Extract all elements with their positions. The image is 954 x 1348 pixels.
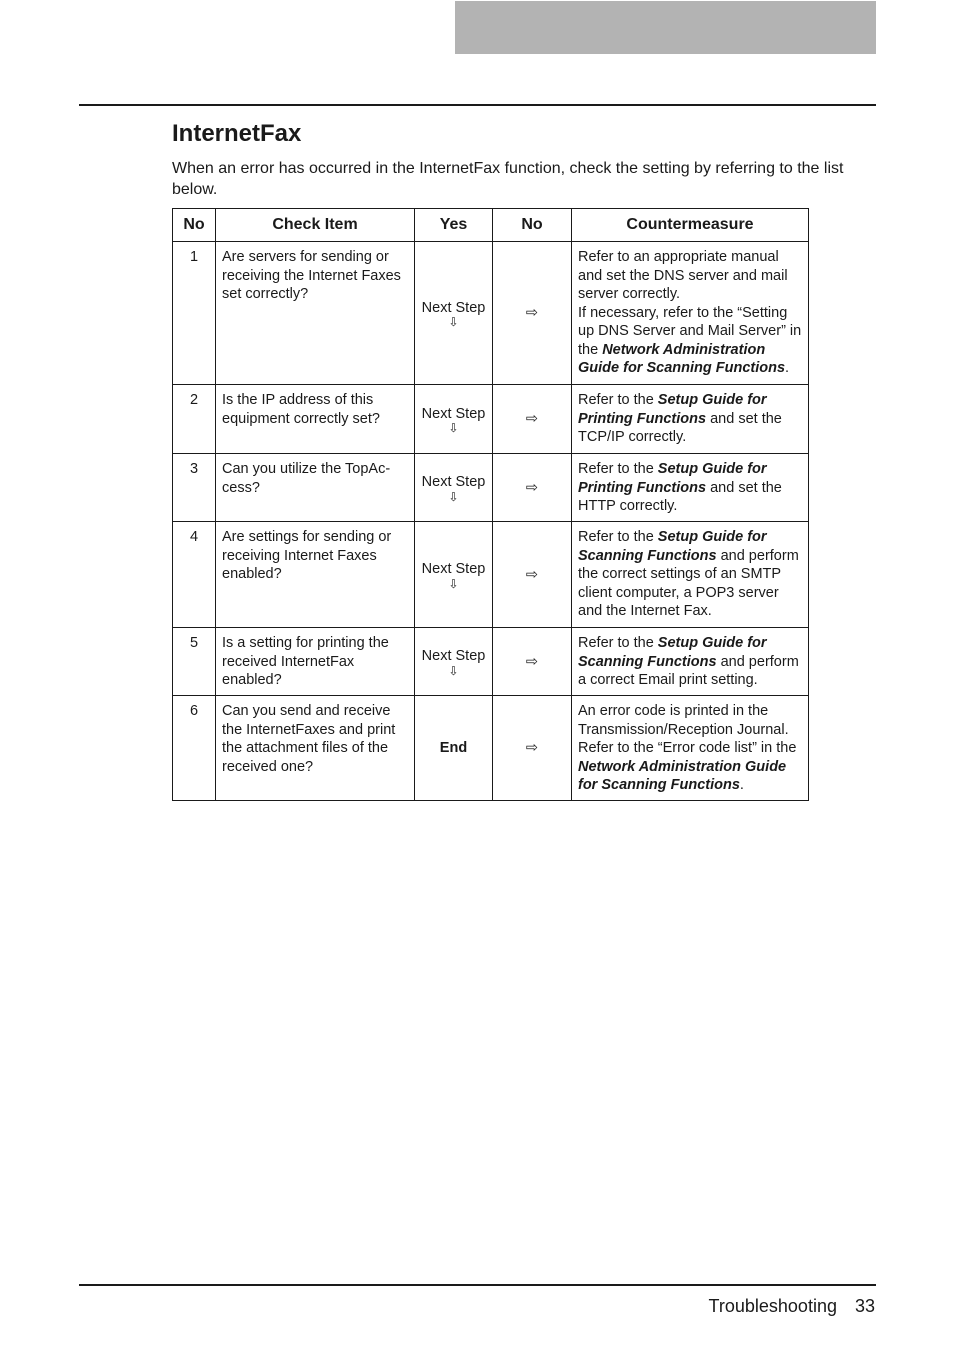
header-yes: Yes bbox=[415, 209, 493, 242]
countermeasure-text: An error code is printed in the Transmission/Reception Journal. bbox=[578, 703, 789, 738]
guide-reference: Setup Guide for Scanning Functions bbox=[578, 635, 767, 670]
table-header-row bbox=[173, 209, 809, 242]
right-arrow-icon: ⇨ bbox=[493, 385, 572, 454]
countermeasure-text: and perform the correct settings of an SMTP client computer, a POP3 server and the Internet Fax. bbox=[578, 547, 799, 619]
countermeasure bbox=[572, 385, 809, 454]
top-rule bbox=[79, 104, 876, 106]
header-bar bbox=[455, 1, 876, 54]
guide-reference: Setup Guide for Scanning Functions bbox=[578, 529, 767, 564]
countermeasure-text: and perform a correct Email print setting. bbox=[578, 653, 799, 688]
countermeasure bbox=[572, 454, 809, 522]
table-row bbox=[173, 454, 809, 522]
bottom-rule bbox=[79, 1284, 876, 1286]
check-item: Are servers for sending or receiving the Internet Faxes set correctly? bbox=[216, 242, 415, 385]
guide-reference: Network Administration Guide for Scanning Functions bbox=[578, 341, 786, 376]
section-title: InternetFax bbox=[172, 120, 302, 147]
page-footer bbox=[709, 1295, 875, 1317]
countermeasure-text: and set the TCP/IP correctly. bbox=[578, 410, 782, 445]
header-check-item: Check Item bbox=[216, 209, 415, 242]
down-arrow-icon: ⇩ bbox=[448, 489, 459, 504]
down-arrow-icon: ⇩ bbox=[448, 315, 459, 330]
guide-reference: Setup Guide for Printing Functions bbox=[578, 461, 767, 496]
right-arrow-icon: ⇨ bbox=[493, 696, 572, 801]
check-item: Can you send and receive the InternetFaxes and print the attachment files of the received one? bbox=[216, 696, 415, 801]
row-number: 6 bbox=[173, 696, 216, 801]
header-no: No bbox=[173, 209, 216, 242]
countermeasure bbox=[572, 522, 809, 628]
countermeasure-text: If necessary, refer to the “Setting up DNS Server and Mail Server” in the bbox=[578, 304, 802, 358]
next-step-label: Next Step bbox=[421, 648, 486, 665]
countermeasure bbox=[572, 242, 809, 385]
countermeasure-text: Refer to the bbox=[578, 461, 658, 477]
page-number: 33 bbox=[854, 1296, 875, 1316]
intro-paragraph: When an error has occurred in the InternetFax function, check the setting by referring to the list below. bbox=[172, 160, 844, 198]
row-number: 1 bbox=[173, 242, 216, 385]
check-item: Is a setting for printing the received InternetFax enabled? bbox=[216, 628, 415, 696]
next-step-label: Next Step bbox=[421, 561, 486, 578]
countermeasure-text: and set the HTTP correctly. bbox=[578, 479, 782, 514]
countermeasure bbox=[572, 628, 809, 696]
header-no-result: No bbox=[493, 209, 572, 242]
down-arrow-icon: ⇩ bbox=[448, 421, 459, 436]
countermeasure-text: Refer to the bbox=[578, 635, 658, 651]
row-number: 4 bbox=[173, 522, 216, 628]
table-row bbox=[173, 522, 809, 628]
yes-cell bbox=[415, 628, 493, 696]
table-row bbox=[173, 696, 809, 801]
right-arrow-icon: ⇨ bbox=[493, 242, 572, 385]
yes-cell bbox=[415, 454, 493, 522]
down-arrow-icon: ⇩ bbox=[448, 576, 459, 591]
countermeasure-text: . bbox=[739, 777, 744, 793]
countermeasure-text: Refer to the “Error code list” in the bbox=[578, 740, 797, 756]
row-number: 2 bbox=[173, 385, 216, 454]
countermeasure-text: Refer to the bbox=[578, 529, 658, 545]
footer-chapter: Troubleshooting bbox=[708, 1296, 837, 1316]
countermeasure-text: Refer to an appropriate manual and set the DNS server and mail server correctly. bbox=[578, 249, 788, 302]
check-item: Are settings for sending or receiving Internet Faxes enabled? bbox=[216, 522, 415, 628]
right-arrow-icon: ⇨ bbox=[493, 454, 572, 522]
next-step-label: Next Step bbox=[421, 474, 486, 491]
table-row bbox=[173, 628, 809, 696]
countermeasure-text: . bbox=[785, 360, 790, 376]
yes-cell bbox=[415, 242, 493, 385]
table-row bbox=[173, 385, 809, 454]
table-row bbox=[173, 242, 809, 385]
next-step-label: Next Step bbox=[421, 405, 486, 422]
yes-cell bbox=[415, 522, 493, 628]
row-number: 3 bbox=[173, 454, 216, 522]
yes-cell bbox=[415, 385, 493, 454]
right-arrow-icon: ⇨ bbox=[493, 628, 572, 696]
guide-reference: Network Administration Guide for Scanning Functions bbox=[578, 758, 787, 793]
row-number: 5 bbox=[173, 628, 216, 696]
check-item: Is the IP address of this equipment correctly set? bbox=[216, 385, 415, 454]
countermeasure bbox=[572, 696, 809, 801]
down-arrow-icon: ⇩ bbox=[448, 663, 459, 678]
end-label: End bbox=[415, 696, 493, 801]
header-countermeasure: Countermeasure bbox=[572, 209, 809, 242]
countermeasure-text: Refer to the bbox=[578, 392, 658, 408]
next-step-label: Next Step bbox=[421, 299, 486, 316]
right-arrow-icon: ⇨ bbox=[493, 522, 572, 628]
troubleshooting-table bbox=[172, 208, 809, 801]
check-item: Can you utilize the TopAccess? bbox=[216, 454, 415, 522]
guide-reference: Setup Guide for Printing Functions bbox=[578, 392, 767, 427]
